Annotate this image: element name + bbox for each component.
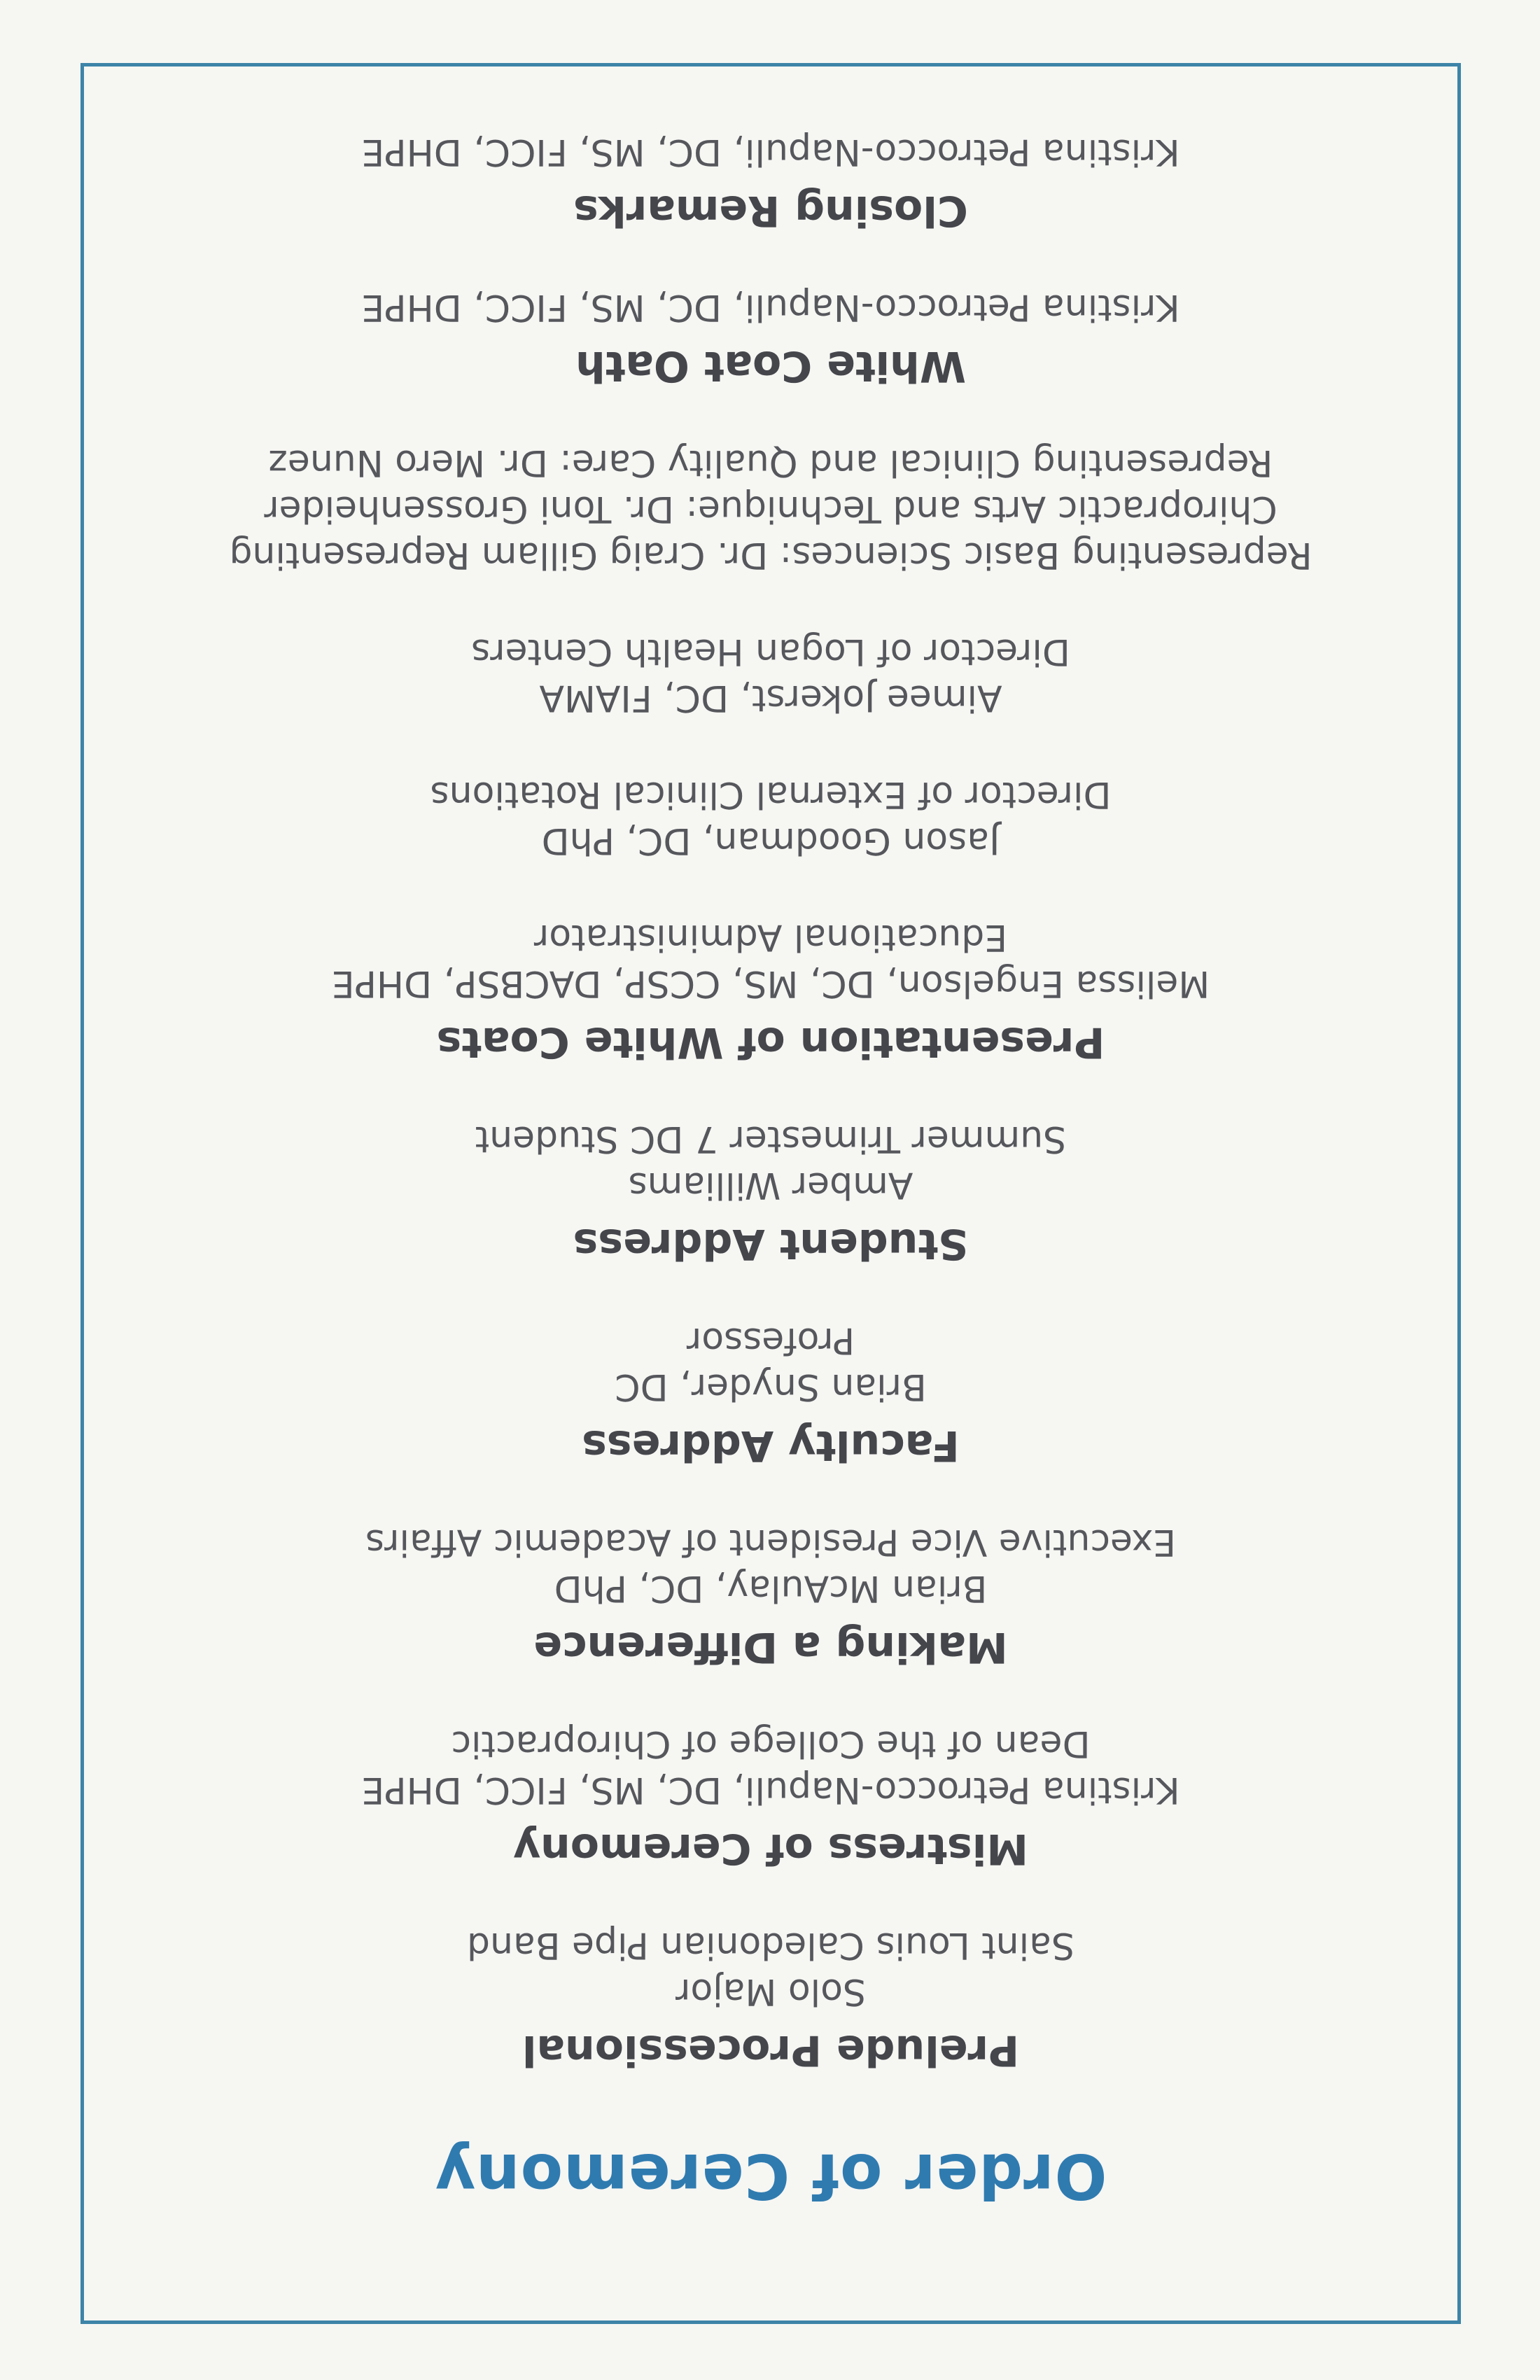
section-heading: Prelude Processional <box>522 2026 1020 2075</box>
section-heading: White Coat Oath <box>575 342 966 391</box>
section-line: Director of External Clinical Rotations <box>430 774 1112 816</box>
section-line: Dean of the College of Chiropractic <box>451 1723 1091 1765</box>
section-line: Amber Williams <box>628 1164 913 1206</box>
section-line: Solo Major <box>676 1970 866 2012</box>
section-line: Educational Administrator <box>533 916 1008 958</box>
section-line: Kristina Petrocco-Napuli, DC, MS, FICC, DHPE <box>361 131 1180 173</box>
section-line: Representing Clinical and Quality Care: Dr. Mero Nunez <box>268 442 1273 484</box>
section-line: Representing Basic Sciences: Dr. Craig Gillam Representing <box>229 534 1312 576</box>
section-mistress-of-ceremony <box>84 1721 1457 1872</box>
section-line: Melissa Engelson, DC, MS, CCSP, DACBSP, DHPE <box>331 962 1210 1004</box>
section-heading: Presentation of White Coats <box>436 1018 1105 1067</box>
section-line: Professor <box>686 1320 855 1362</box>
section-student-address <box>84 1116 1457 1267</box>
section-line: Chiropractic Arts and Technique: Dr. Toni Grossenheider <box>264 488 1278 530</box>
section-line: Kristina Petrocco-Napuli, DC, MS, FICC, DHPE <box>361 1769 1180 1811</box>
section-line: Executive Vice President of Academic Affairs <box>365 1521 1176 1563</box>
section-representatives <box>84 440 1457 578</box>
section-line: Aimee Jokerst, DC, FIAMA <box>539 677 1002 719</box>
program-body <box>84 78 1457 2212</box>
section-heading: Closing Remarks <box>573 186 968 235</box>
section-heading: Mistress of Ceremony <box>512 1824 1029 1873</box>
section-line: Jason Goodman, DC, PhD <box>541 820 1000 862</box>
section-line: Brian Snyder, DC <box>615 1366 927 1408</box>
section-making-a-difference <box>84 1519 1457 1670</box>
program-content <box>84 66 1457 2320</box>
program-border <box>80 63 1461 2324</box>
section-heading: Student Address <box>573 1219 969 1268</box>
section-presentation-of-white-coats <box>84 914 1457 1065</box>
section-presenter-goodman <box>84 771 1457 864</box>
program-title: Order of Ceremony <box>434 2140 1107 2212</box>
section-line: Brian McAulay, DC, PhD <box>554 1567 988 1609</box>
section-white-coat-oath <box>84 284 1457 389</box>
section-presenter-jokerst <box>84 629 1457 721</box>
section-closing-remarks <box>84 129 1457 234</box>
section-prelude-processional <box>84 1922 1457 2073</box>
section-line: Saint Louis Caledonian Pipe Band <box>467 1924 1074 1966</box>
section-heading: Faculty Address <box>582 1421 960 1470</box>
section-line: Summer Trimester 7 DC Student <box>475 1118 1067 1160</box>
section-line: Kristina Petrocco-Napuli, DC, MS, FICC, DHPE <box>361 286 1180 328</box>
section-line: Director of Logan Health Centers <box>471 631 1070 673</box>
section-faculty-address <box>84 1317 1457 1469</box>
section-heading: Making a Difference <box>533 1623 1008 1672</box>
